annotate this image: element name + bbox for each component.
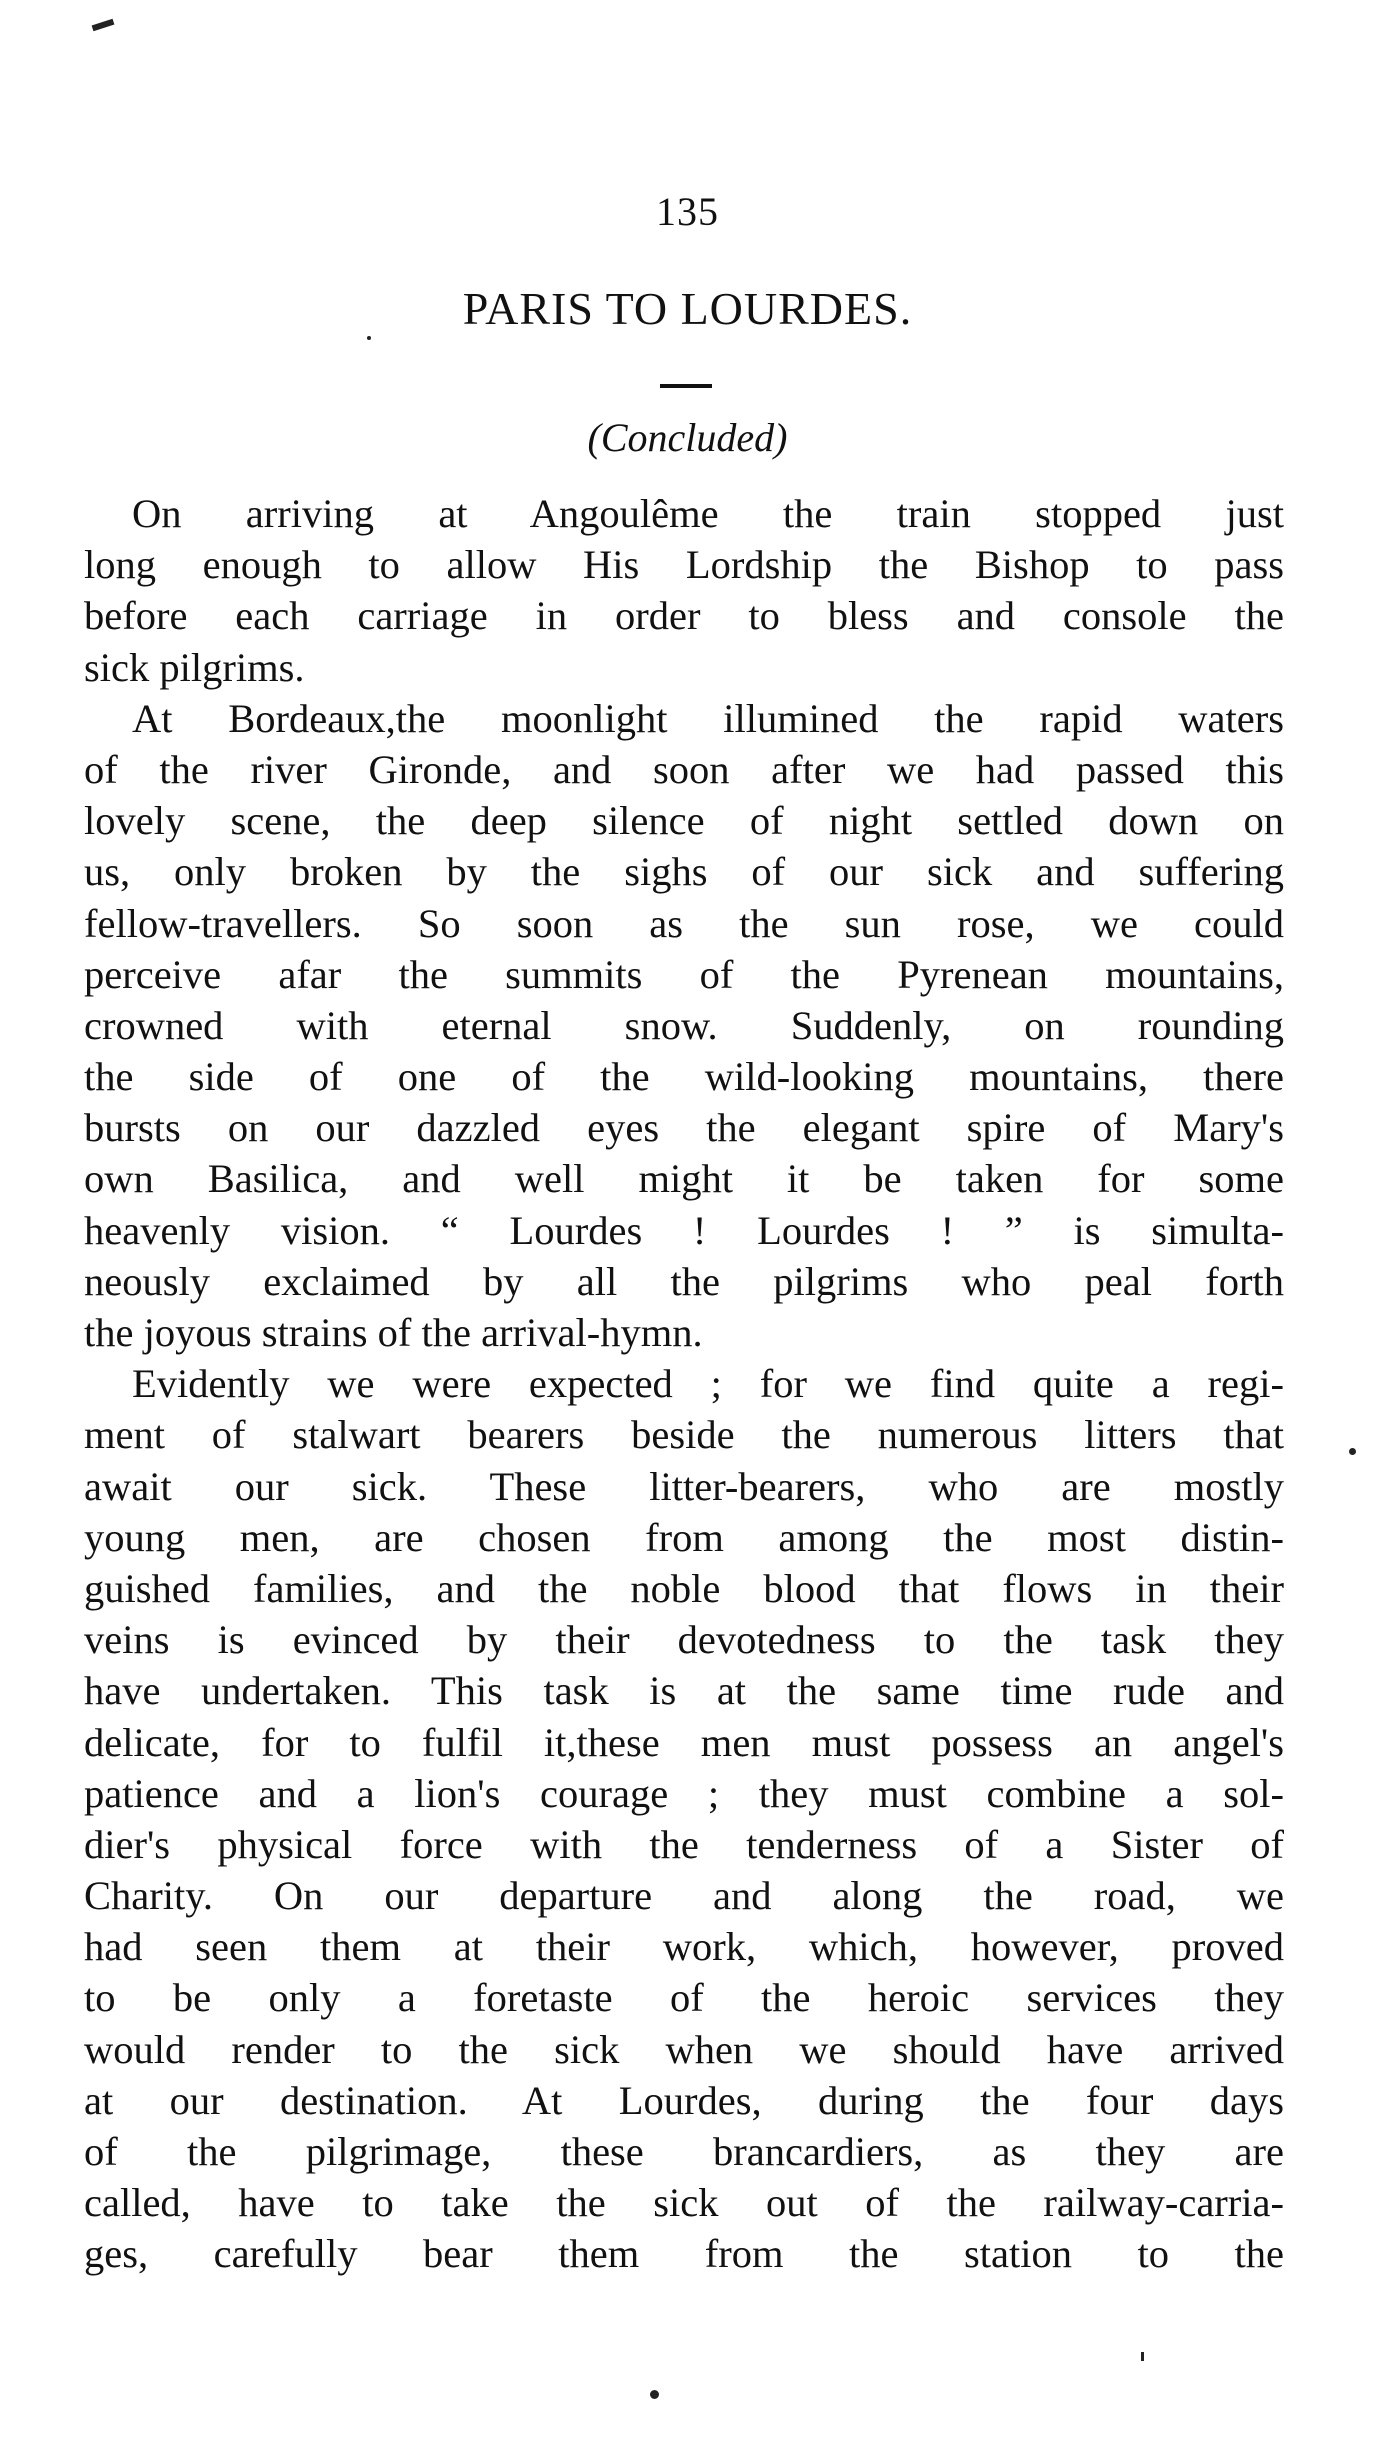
text-line: own Basilica, and well might it be taken for some bbox=[84, 1156, 1284, 1202]
text-line: before each carriage in order to bless and console the bbox=[84, 593, 1284, 639]
margin-dot bbox=[650, 2390, 659, 2399]
text-line: fellow-travellers. So soon as the sun rose, we could bbox=[84, 900, 1284, 946]
text-line: sick pilgrims. bbox=[84, 644, 305, 690]
text-line: crowned with eternal snow. Suddenly, on rounding bbox=[84, 1002, 1284, 1048]
text-line: the side of one of the wild-looking mountains, there bbox=[84, 1054, 1284, 1100]
chapter-subtitle: (Concluded) bbox=[587, 415, 788, 460]
text-line: veins is evinced by their devotedness to the task they bbox=[84, 1617, 1284, 1663]
text-line: ges, carefully bear them from the station to the bbox=[84, 2231, 1284, 2277]
margin-dot bbox=[367, 336, 371, 340]
chapter-title: PARIS TO LOURDES. bbox=[462, 283, 913, 334]
text-line: delicate, for to fulfil it,these men must possess an angel's bbox=[84, 1719, 1284, 1765]
body-text bbox=[84, 488, 1284, 2280]
text-line: ment of stalwart bearers beside the numerous litters that bbox=[84, 1412, 1284, 1458]
text-line: young men, are chosen from among the most distin- bbox=[84, 1514, 1284, 1560]
title-rule bbox=[660, 384, 712, 388]
text-line: had seen them at their work, which, however, proved bbox=[84, 1924, 1284, 1970]
text-line: long enough to allow His Lordship the Bishop to pass bbox=[84, 542, 1284, 588]
text-line: us, only broken by the sighs of our sick and suffering bbox=[84, 849, 1284, 895]
text-line: await our sick. These litter-bearers, who are mostly bbox=[84, 1463, 1284, 1509]
text-line: perceive afar the summits of the Pyrenean mountains, bbox=[84, 951, 1284, 997]
text-line: would render to the sick when we should have arrived bbox=[84, 2026, 1284, 2072]
text-line: heavenly vision. “ Lourdes ! Lourdes ! ” is simulta- bbox=[84, 1207, 1284, 1253]
text-line: lovely scene, the deep silence of night settled down on bbox=[84, 798, 1284, 844]
text-line: patience and a lion's courage ; they must combine a sol- bbox=[84, 1770, 1284, 1816]
text-line: of the pilgrimage, these brancardiers, as they are bbox=[84, 2129, 1284, 2174]
text-line: have undertaken. This task is at the same time rude and bbox=[84, 1668, 1284, 1714]
corner-mark bbox=[92, 19, 115, 32]
text-line: the joyous strains of the arrival-hymn. bbox=[84, 1310, 703, 1355]
text-line: At Bordeaux,the moonlight illumined the rapid waters bbox=[132, 695, 1284, 741]
margin-dot bbox=[1141, 2352, 1144, 2361]
text-line: Charity. On our departure and along the road, we bbox=[84, 1873, 1284, 1919]
text-line: at our destination. At Lourdes, during the four days bbox=[84, 2077, 1284, 2123]
text-line: to be only a foretaste of the heroic services they bbox=[84, 1975, 1284, 2021]
text-line: called, have to take the sick out of the railway-carria- bbox=[84, 2180, 1284, 2226]
text-line: dier's physical force with the tenderness of a Sister of bbox=[84, 1821, 1284, 1867]
text-line: neously exclaimed by all the pilgrims who peal forth bbox=[84, 1258, 1284, 1304]
text-line: On arriving at Angoulême the train stopped just bbox=[132, 491, 1284, 536]
margin-dot bbox=[1349, 1448, 1356, 1455]
text-line: guished families, and the noble blood that flows in their bbox=[84, 1565, 1284, 1611]
text-line: of the river Gironde, and soon after we had passed this bbox=[84, 746, 1284, 792]
text-line: bursts on our dazzled eyes the elegant spire of Mary's bbox=[84, 1105, 1284, 1151]
text-line: Evidently we were expected ; for we find quite a regi- bbox=[132, 1361, 1284, 1407]
page-number: 135 bbox=[656, 189, 719, 234]
